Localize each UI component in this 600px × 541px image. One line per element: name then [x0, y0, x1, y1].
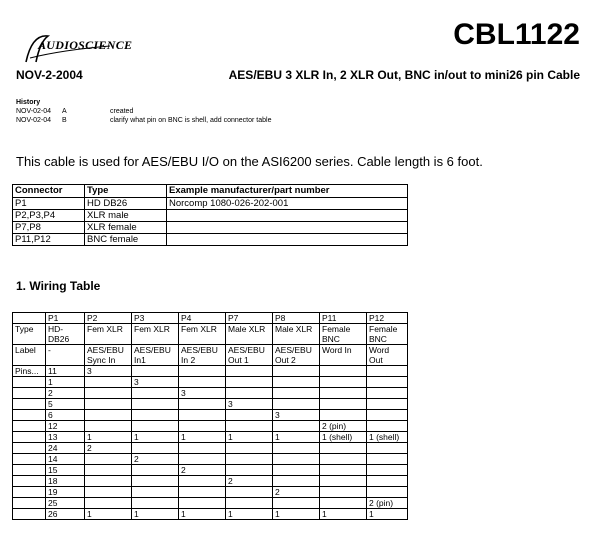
wiring-row: [13, 345, 408, 366]
table-cell: [13, 399, 46, 410]
table-cell: [273, 498, 320, 509]
table-cell: [179, 421, 226, 432]
table-cell: [320, 487, 367, 498]
table-cell: [226, 498, 273, 509]
table-cell: [226, 443, 273, 454]
table-cell: 26: [46, 509, 85, 520]
table-cell: [85, 377, 132, 388]
table-cell: P8: [273, 313, 320, 324]
table-cell: Word In: [320, 345, 367, 366]
table-cell: Norcomp 1080-026-202-001: [167, 198, 408, 210]
type-col-header: Type: [85, 185, 167, 198]
table-cell: 1: [320, 509, 367, 520]
table-cell: 3: [226, 399, 273, 410]
table-cell: [132, 465, 179, 476]
table-cell: Pins...: [13, 366, 46, 377]
table-cell: [13, 498, 46, 509]
table-cell: [179, 498, 226, 509]
table-cell: [13, 487, 46, 498]
table-cell: [179, 487, 226, 498]
table-cell: [179, 410, 226, 421]
table-cell: [273, 377, 320, 388]
table-cell: [320, 465, 367, 476]
table-cell: 2 (pin): [367, 498, 408, 509]
table-cell: AES/EBU In1: [132, 345, 179, 366]
history-heading: History: [16, 99, 41, 106]
table-cell: 1: [179, 509, 226, 520]
table-cell: [320, 498, 367, 509]
table-cell: 12: [46, 421, 85, 432]
connector-row: [13, 222, 408, 234]
table-cell: [179, 454, 226, 465]
table-cell: [13, 509, 46, 520]
table-cell: [226, 366, 273, 377]
wiring-row: [13, 498, 408, 509]
wiring-row: [13, 421, 408, 432]
table-cell: [273, 465, 320, 476]
connector-row: [13, 210, 408, 222]
connector-col-header: Connector: [13, 185, 85, 198]
table-cell: 3: [132, 377, 179, 388]
part-number-col-header: Example manufacturer/part number: [167, 185, 408, 198]
history-rev: A: [62, 108, 67, 115]
history-entry: [16, 116, 271, 125]
table-cell: [13, 432, 46, 443]
wiring-row: [13, 377, 408, 388]
table-cell: [85, 487, 132, 498]
document-number: CBL1122: [453, 18, 580, 51]
table-cell: 2: [273, 487, 320, 498]
history-note: created: [110, 108, 134, 115]
table-cell: [179, 377, 226, 388]
table-cell: [273, 443, 320, 454]
table-cell: AES/EBU Out 1: [226, 345, 273, 366]
table-cell: 1: [46, 377, 85, 388]
table-cell: 1: [273, 432, 320, 443]
wiring-row: [13, 410, 408, 421]
table-cell: [13, 388, 46, 399]
table-cell: [132, 443, 179, 454]
table-cell: [367, 421, 408, 432]
table-cell: [367, 487, 408, 498]
table-cell: [13, 313, 46, 324]
wiring-row: [13, 324, 408, 345]
section-title: 1. Wiring Table: [16, 279, 101, 293]
wiring-row: [13, 454, 408, 465]
wiring-row: [13, 313, 408, 324]
table-cell: [85, 421, 132, 432]
table-cell: [85, 454, 132, 465]
table-cell: [13, 410, 46, 421]
table-cell: [13, 454, 46, 465]
table-cell: [320, 476, 367, 487]
table-cell: 2 (pin): [320, 421, 367, 432]
table-cell: 2: [226, 476, 273, 487]
table-cell: 1: [226, 432, 273, 443]
document-title: AES/EBU 3 XLR In, 2 XLR Out, BNC in/out to mini26 pin Cable: [228, 68, 580, 82]
table-cell: 3: [85, 366, 132, 377]
table-cell: [13, 421, 46, 432]
table-cell: P2,P3,P4: [13, 210, 85, 222]
table-cell: 1: [273, 509, 320, 520]
table-cell: [367, 454, 408, 465]
connector-table: [12, 184, 408, 246]
table-cell: 24: [46, 443, 85, 454]
wiring-row: [13, 399, 408, 410]
table-cell: 11: [46, 366, 85, 377]
table-cell: [13, 443, 46, 454]
table-cell: Female BNC: [367, 324, 408, 345]
table-cell: [167, 222, 408, 234]
table-cell: [226, 421, 273, 432]
table-cell: 3: [273, 410, 320, 421]
table-cell: 1: [132, 509, 179, 520]
wiring-row: [13, 366, 408, 377]
table-cell: P1: [46, 313, 85, 324]
table-cell: 19: [46, 487, 85, 498]
table-cell: [320, 410, 367, 421]
document-date: NOV-2-2004: [16, 68, 83, 82]
table-cell: XLR male: [85, 210, 167, 222]
table-cell: [273, 476, 320, 487]
table-cell: [367, 388, 408, 399]
wiring-table: [12, 312, 408, 520]
table-cell: HD-DB26: [46, 324, 85, 345]
table-cell: [13, 476, 46, 487]
table-cell: Word Out: [367, 345, 408, 366]
table-cell: P11: [320, 313, 367, 324]
history-note: clarify what pin on BNC is shell, add connector table: [110, 117, 272, 124]
table-cell: [226, 454, 273, 465]
table-cell: [367, 410, 408, 421]
wiring-row: [13, 432, 408, 443]
table-cell: 1: [179, 432, 226, 443]
table-cell: P2: [85, 313, 132, 324]
table-cell: [85, 476, 132, 487]
table-cell: P7: [226, 313, 273, 324]
table-cell: 3: [179, 388, 226, 399]
table-cell: 13: [46, 432, 85, 443]
table-cell: [85, 410, 132, 421]
table-cell: [367, 443, 408, 454]
table-cell: 1: [85, 432, 132, 443]
table-cell: Fem XLR: [132, 324, 179, 345]
table-cell: [13, 377, 46, 388]
table-cell: [132, 498, 179, 509]
table-cell: Fem XLR: [179, 324, 226, 345]
connector-row: [13, 234, 408, 246]
table-cell: [13, 465, 46, 476]
table-cell: [273, 421, 320, 432]
table-cell: [367, 377, 408, 388]
table-cell: [179, 399, 226, 410]
history-entry: [16, 107, 271, 116]
table-cell: 1 (shell): [320, 432, 367, 443]
table-cell: [320, 377, 367, 388]
table-cell: [132, 388, 179, 399]
table-cell: [179, 476, 226, 487]
intro-paragraph: This cable is used for AES/EBU I/O on the ASI6200 series. Cable length is 6 foot.: [16, 154, 483, 169]
table-cell: [367, 399, 408, 410]
table-cell: [132, 476, 179, 487]
table-cell: [320, 388, 367, 399]
table-cell: [167, 234, 408, 246]
table-cell: P12: [367, 313, 408, 324]
table-cell: Male XLR: [273, 324, 320, 345]
table-cell: 18: [46, 476, 85, 487]
table-cell: [320, 443, 367, 454]
connector-table-header: [13, 185, 408, 198]
table-cell: [132, 410, 179, 421]
table-cell: [85, 498, 132, 509]
table-cell: [273, 388, 320, 399]
table-cell: [85, 388, 132, 399]
table-cell: BNC female: [85, 234, 167, 246]
table-cell: P1: [13, 198, 85, 210]
table-cell: 1 (shell): [367, 432, 408, 443]
table-cell: [85, 465, 132, 476]
table-cell: AES/EBU Out 2: [273, 345, 320, 366]
table-cell: [226, 388, 273, 399]
wiring-row: [13, 476, 408, 487]
wiring-row: [13, 465, 408, 476]
logo-text: AUDIOSCIENCE: [38, 38, 133, 52]
table-cell: 1: [85, 509, 132, 520]
table-cell: AES/EBU In 2: [179, 345, 226, 366]
wiring-row: [13, 388, 408, 399]
wiring-row: [13, 443, 408, 454]
revision-history: [16, 98, 271, 125]
wiring-row: [13, 487, 408, 498]
table-cell: 15: [46, 465, 85, 476]
table-cell: -: [46, 345, 85, 366]
table-cell: 14: [46, 454, 85, 465]
history-date: NOV-02-04: [16, 108, 52, 115]
table-cell: Male XLR: [226, 324, 273, 345]
table-cell: Label: [13, 345, 46, 366]
table-cell: [179, 443, 226, 454]
history-rev: B: [62, 117, 67, 124]
table-cell: 25: [46, 498, 85, 509]
table-cell: 1: [132, 432, 179, 443]
table-cell: [226, 465, 273, 476]
table-cell: XLR female: [85, 222, 167, 234]
table-cell: [273, 399, 320, 410]
table-cell: [367, 465, 408, 476]
table-cell: [320, 454, 367, 465]
table-cell: Type: [13, 324, 46, 345]
table-cell: 2: [85, 443, 132, 454]
table-cell: [320, 366, 367, 377]
table-cell: 5: [46, 399, 85, 410]
table-cell: [167, 210, 408, 222]
connector-row: [13, 198, 408, 210]
table-cell: 2: [132, 454, 179, 465]
table-cell: [132, 366, 179, 377]
table-cell: [320, 399, 367, 410]
table-cell: [132, 399, 179, 410]
table-cell: P3: [132, 313, 179, 324]
table-cell: 2: [46, 388, 85, 399]
table-cell: HD DB26: [85, 198, 167, 210]
table-cell: [85, 399, 132, 410]
table-cell: 1: [367, 509, 408, 520]
table-cell: 2: [179, 465, 226, 476]
table-cell: [226, 410, 273, 421]
table-cell: [367, 476, 408, 487]
table-cell: [132, 487, 179, 498]
table-cell: Fem XLR: [85, 324, 132, 345]
table-cell: AES/EBU Sync In: [85, 345, 132, 366]
table-cell: P4: [179, 313, 226, 324]
table-cell: [273, 454, 320, 465]
wiring-row: [13, 509, 408, 520]
table-cell: [179, 366, 226, 377]
table-cell: [226, 377, 273, 388]
table-cell: [367, 366, 408, 377]
table-cell: [226, 487, 273, 498]
table-cell: P11,P12: [13, 234, 85, 246]
table-cell: 6: [46, 410, 85, 421]
table-cell: 1: [226, 509, 273, 520]
history-date: NOV-02-04: [16, 117, 52, 124]
table-cell: P7,P8: [13, 222, 85, 234]
table-cell: [273, 366, 320, 377]
table-cell: [132, 421, 179, 432]
table-cell: Female BNC: [320, 324, 367, 345]
